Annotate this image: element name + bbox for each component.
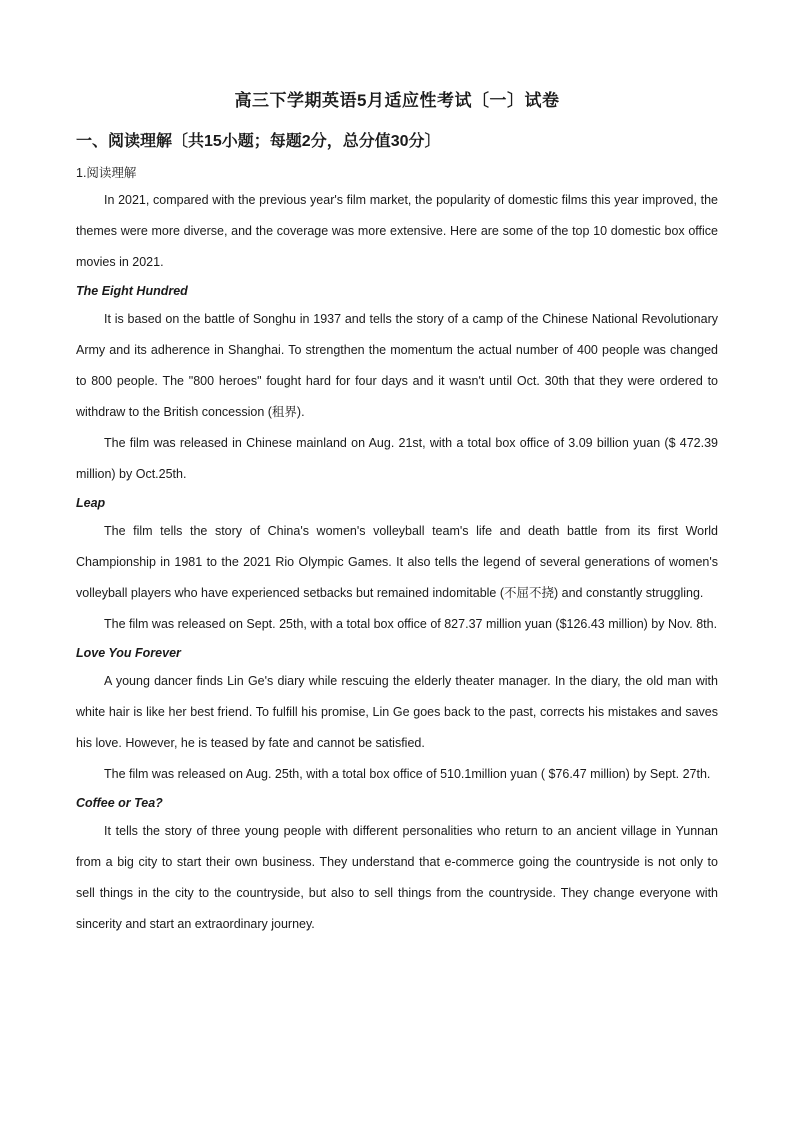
- film-title: Leap: [76, 496, 106, 510]
- intro-paragraph: In 2021, compared with the previous year's film market, the popularity of domestic films this year improved, the themes were more diverse, and the coverage was more extensive. Here are some of the top 10 domestic box office movies in 2021.: [76, 193, 718, 269]
- film-description: It is based on the battle of Songhu in 1937 and tells the story of a camp of the Chinese National Revolutionary Army and its adherence in Shanghai. To strengthen the momentum the actual number of 400 people was changed to 800 people. The "800 heroes" fought hard for four days and it wasn't until Oct. 30th that they were ordered to withdraw to the British concession (租界).: [76, 312, 718, 419]
- passage-body: [76, 185, 718, 940]
- film-description: The film tells the story of China's women's volleyball team's life and death battle from its first World Championship in 1981 to the 2021 Rio Olympic Games. It also tells the legend of several generations of women's volleyball players who have experienced setbacks but remained indomitable (不屈不挠) and constantly struggling.: [76, 524, 718, 600]
- film-release-info: The film was released on Aug. 25th, with a total box office of 510.1million yuan ( $76.47 million) by Sept. 27th.: [104, 767, 711, 781]
- film-release-info: The film was released on Sept. 25th, with a total box office of 827.37 million yuan ($126.43 million) by Nov. 8th.: [104, 617, 718, 631]
- section-heading: 一、阅读理解〔共15小题；每题2分，总分值30分〕: [76, 133, 441, 150]
- film-description: It tells the story of three young people with different personalities who return to an ancient village in Yunnan from a big city to start their own business. They understand that e-commerce going the countryside is not only to sell things in the city to the countryside, but also to sell things from the countryside. They change everyone with sincerity and start an extraordinary journey.: [76, 824, 718, 931]
- film-title: Love You Forever: [76, 646, 181, 660]
- document-page: [76, 0, 718, 1123]
- film-release-info: The film was released in Chinese mainland on Aug. 21st, with a total box office of 3.09 billion yuan ($ 472.39 million) by Oct.25th.: [76, 436, 718, 481]
- film-title: Coffee or Tea?: [76, 796, 163, 810]
- question-label: 1.阅读理解: [76, 166, 137, 180]
- exam-title: 高三下学期英语5月适应性考试〔一〕试卷: [234, 91, 560, 110]
- film-title: The Eight Hundred: [76, 284, 188, 298]
- film-description: A young dancer finds Lin Ge's diary while rescuing the elderly theater manager. In the diary, the old man with white hair is like her best friend. To fulfill his promise, Lin Ge goes back to the past, corrects his mistakes and saves his love. However, he is teased by fate and cannot be satisfied.: [76, 674, 718, 750]
